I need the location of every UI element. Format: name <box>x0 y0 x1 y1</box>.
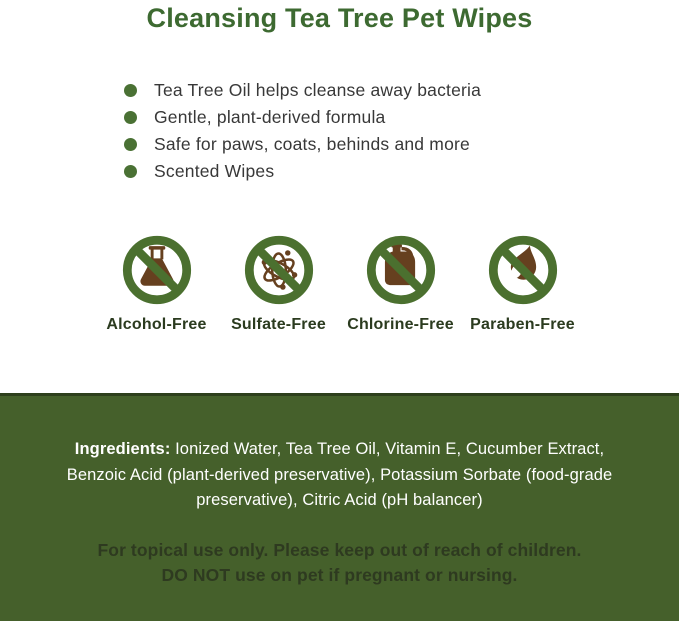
feature-text: Gentle, plant-derived formula <box>154 107 386 127</box>
ingredients-banner <box>0 393 679 621</box>
bullet-dot-icon <box>124 111 137 124</box>
badge-paraben-free <box>472 233 574 334</box>
ingredients-label: Ingredients: <box>74 440 171 458</box>
bullet-dot-icon <box>124 165 137 178</box>
list-item <box>124 131 481 158</box>
list-item <box>124 77 481 104</box>
no-alcohol-symbol <box>120 233 194 307</box>
no-chlorine-symbol <box>364 233 438 307</box>
bullet-dot-icon <box>124 84 137 97</box>
badge-label: Chlorine-Free <box>347 316 454 333</box>
bullet-dot-icon <box>124 138 137 151</box>
no-paraben-symbol <box>486 233 560 307</box>
warning-text <box>0 538 679 589</box>
badge-chlorine-free <box>347 233 454 334</box>
no-sulfate-symbol <box>242 233 316 307</box>
warning-line-2: DO NOT use on pet if pregnant or nursing. <box>161 565 518 586</box>
feature-text: Safe for paws, coats, behinds and more <box>154 134 470 154</box>
feature-text: Scented Wipes <box>154 161 275 181</box>
list-item <box>124 158 481 185</box>
warning-line-1: For topical use only. Please keep out of reach of children. <box>97 539 582 560</box>
feature-text: Tea Tree Oil helps cleanse away bacteria <box>154 80 482 100</box>
badge-label: Alcohol-Free <box>106 316 207 333</box>
page-title: Cleansing Tea Tree Pet Wipes <box>146 3 533 33</box>
ingredients-list: Ionized Water, Tea Tree Oil, Vitamin E, Cucumber Extract, Benzoic Acid (plant-derived preservative), Potassium Sorbate (food-grade preservative), Citric Acid (pH balancer) <box>66 440 613 510</box>
badge-label: Paraben-Free <box>470 316 575 333</box>
prohibition-slash <box>258 249 299 290</box>
ingredients-text <box>44 437 636 514</box>
badge-sulfate-free <box>228 233 330 334</box>
feature-list <box>124 77 481 185</box>
free-from-badges <box>0 233 679 334</box>
list-item <box>124 104 481 131</box>
badge-alcohol-free <box>106 233 208 334</box>
badge-label: Sulfate-Free <box>231 316 326 333</box>
